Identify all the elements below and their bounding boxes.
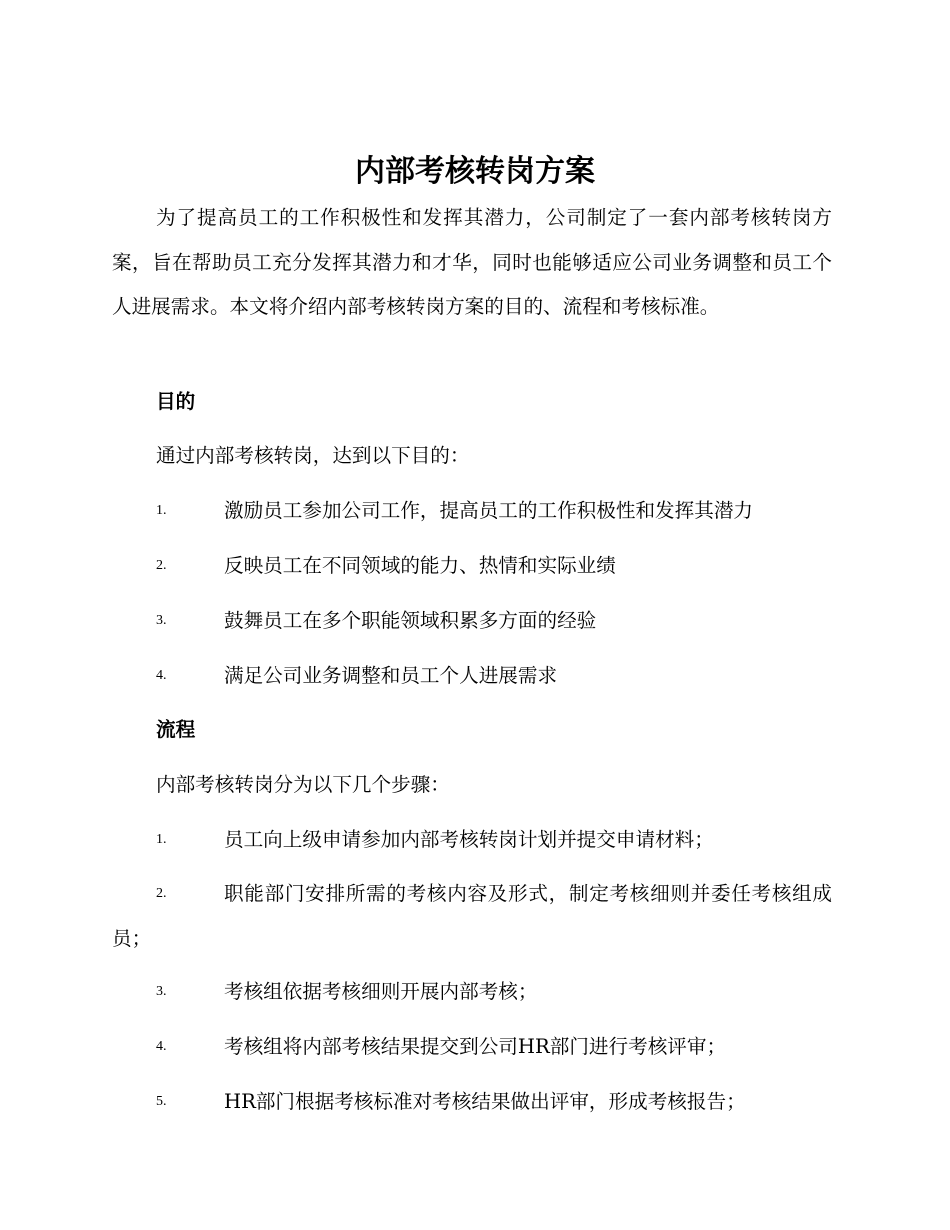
list-item-text: 鼓舞员工在多个职能领域积累多方面的经验 <box>224 609 597 632</box>
purpose-lead: 通过内部考核转岗，达到以下目的： <box>156 444 470 467</box>
list-item-text: 考核组将内部考核结果提交到公司HR部门进行考核评审； <box>224 1035 727 1058</box>
section-heading-purpose: 目的 <box>156 390 196 413</box>
process-lead: 内部考核转岗分为以下几个步骤： <box>156 773 450 796</box>
list-item-text: 反映员工在不同领域的能力、热情和实际业绩 <box>224 554 616 577</box>
list-item <box>112 824 832 856</box>
section-heading-process: 流程 <box>156 718 196 741</box>
list-item-text: 考核组依据考核细则开展内部考核； <box>224 980 538 1003</box>
list-item <box>112 976 832 1008</box>
list-item-number: 2. <box>156 558 167 573</box>
list-item <box>112 660 832 692</box>
list-item-number: 3. <box>156 613 167 628</box>
list-item <box>112 872 832 961</box>
list-item-text: HR部门根据考核标准对考核结果做出评审，形成考核报告； <box>224 1090 746 1113</box>
list-item <box>112 1031 832 1063</box>
document-title: 内部考核转岗方案 <box>355 154 595 189</box>
intro-paragraph: 为了提高员工的工作积极性和发挥其潜力，公司制定了一套内部考核转岗方案，旨在帮助员工充分发挥其潜力和才华，同时也能够适应公司业务调整和员工个人进展需求。本文将介绍内部考核转岗方案的目的、流程和考核标准。 <box>112 206 832 319</box>
list-item-number: 2. <box>156 886 167 901</box>
list-item-number: 5. <box>156 1094 167 1109</box>
list-item <box>112 550 832 582</box>
list-item <box>112 495 832 527</box>
list-item-text: 满足公司业务调整和员工个人进展需求 <box>224 664 558 687</box>
list-item <box>112 605 832 637</box>
list-item-number: 4. <box>156 1039 167 1054</box>
list-item-text: 激励员工参加公司工作，提高员工的工作积极性和发挥其潜力 <box>224 499 754 522</box>
list-item-number: 1. <box>156 503 167 518</box>
list-item <box>112 1086 832 1118</box>
list-item-number: 3. <box>156 984 167 999</box>
list-item-text: 职能部门安排所需的考核内容及形式，制定考核细则并委任考核组成员； <box>112 882 832 950</box>
list-item-number: 1. <box>156 832 167 847</box>
list-item-text: 员工向上级申请参加内部考核转岗计划并提交申请材料； <box>224 828 714 851</box>
list-item-number: 4. <box>156 668 167 683</box>
